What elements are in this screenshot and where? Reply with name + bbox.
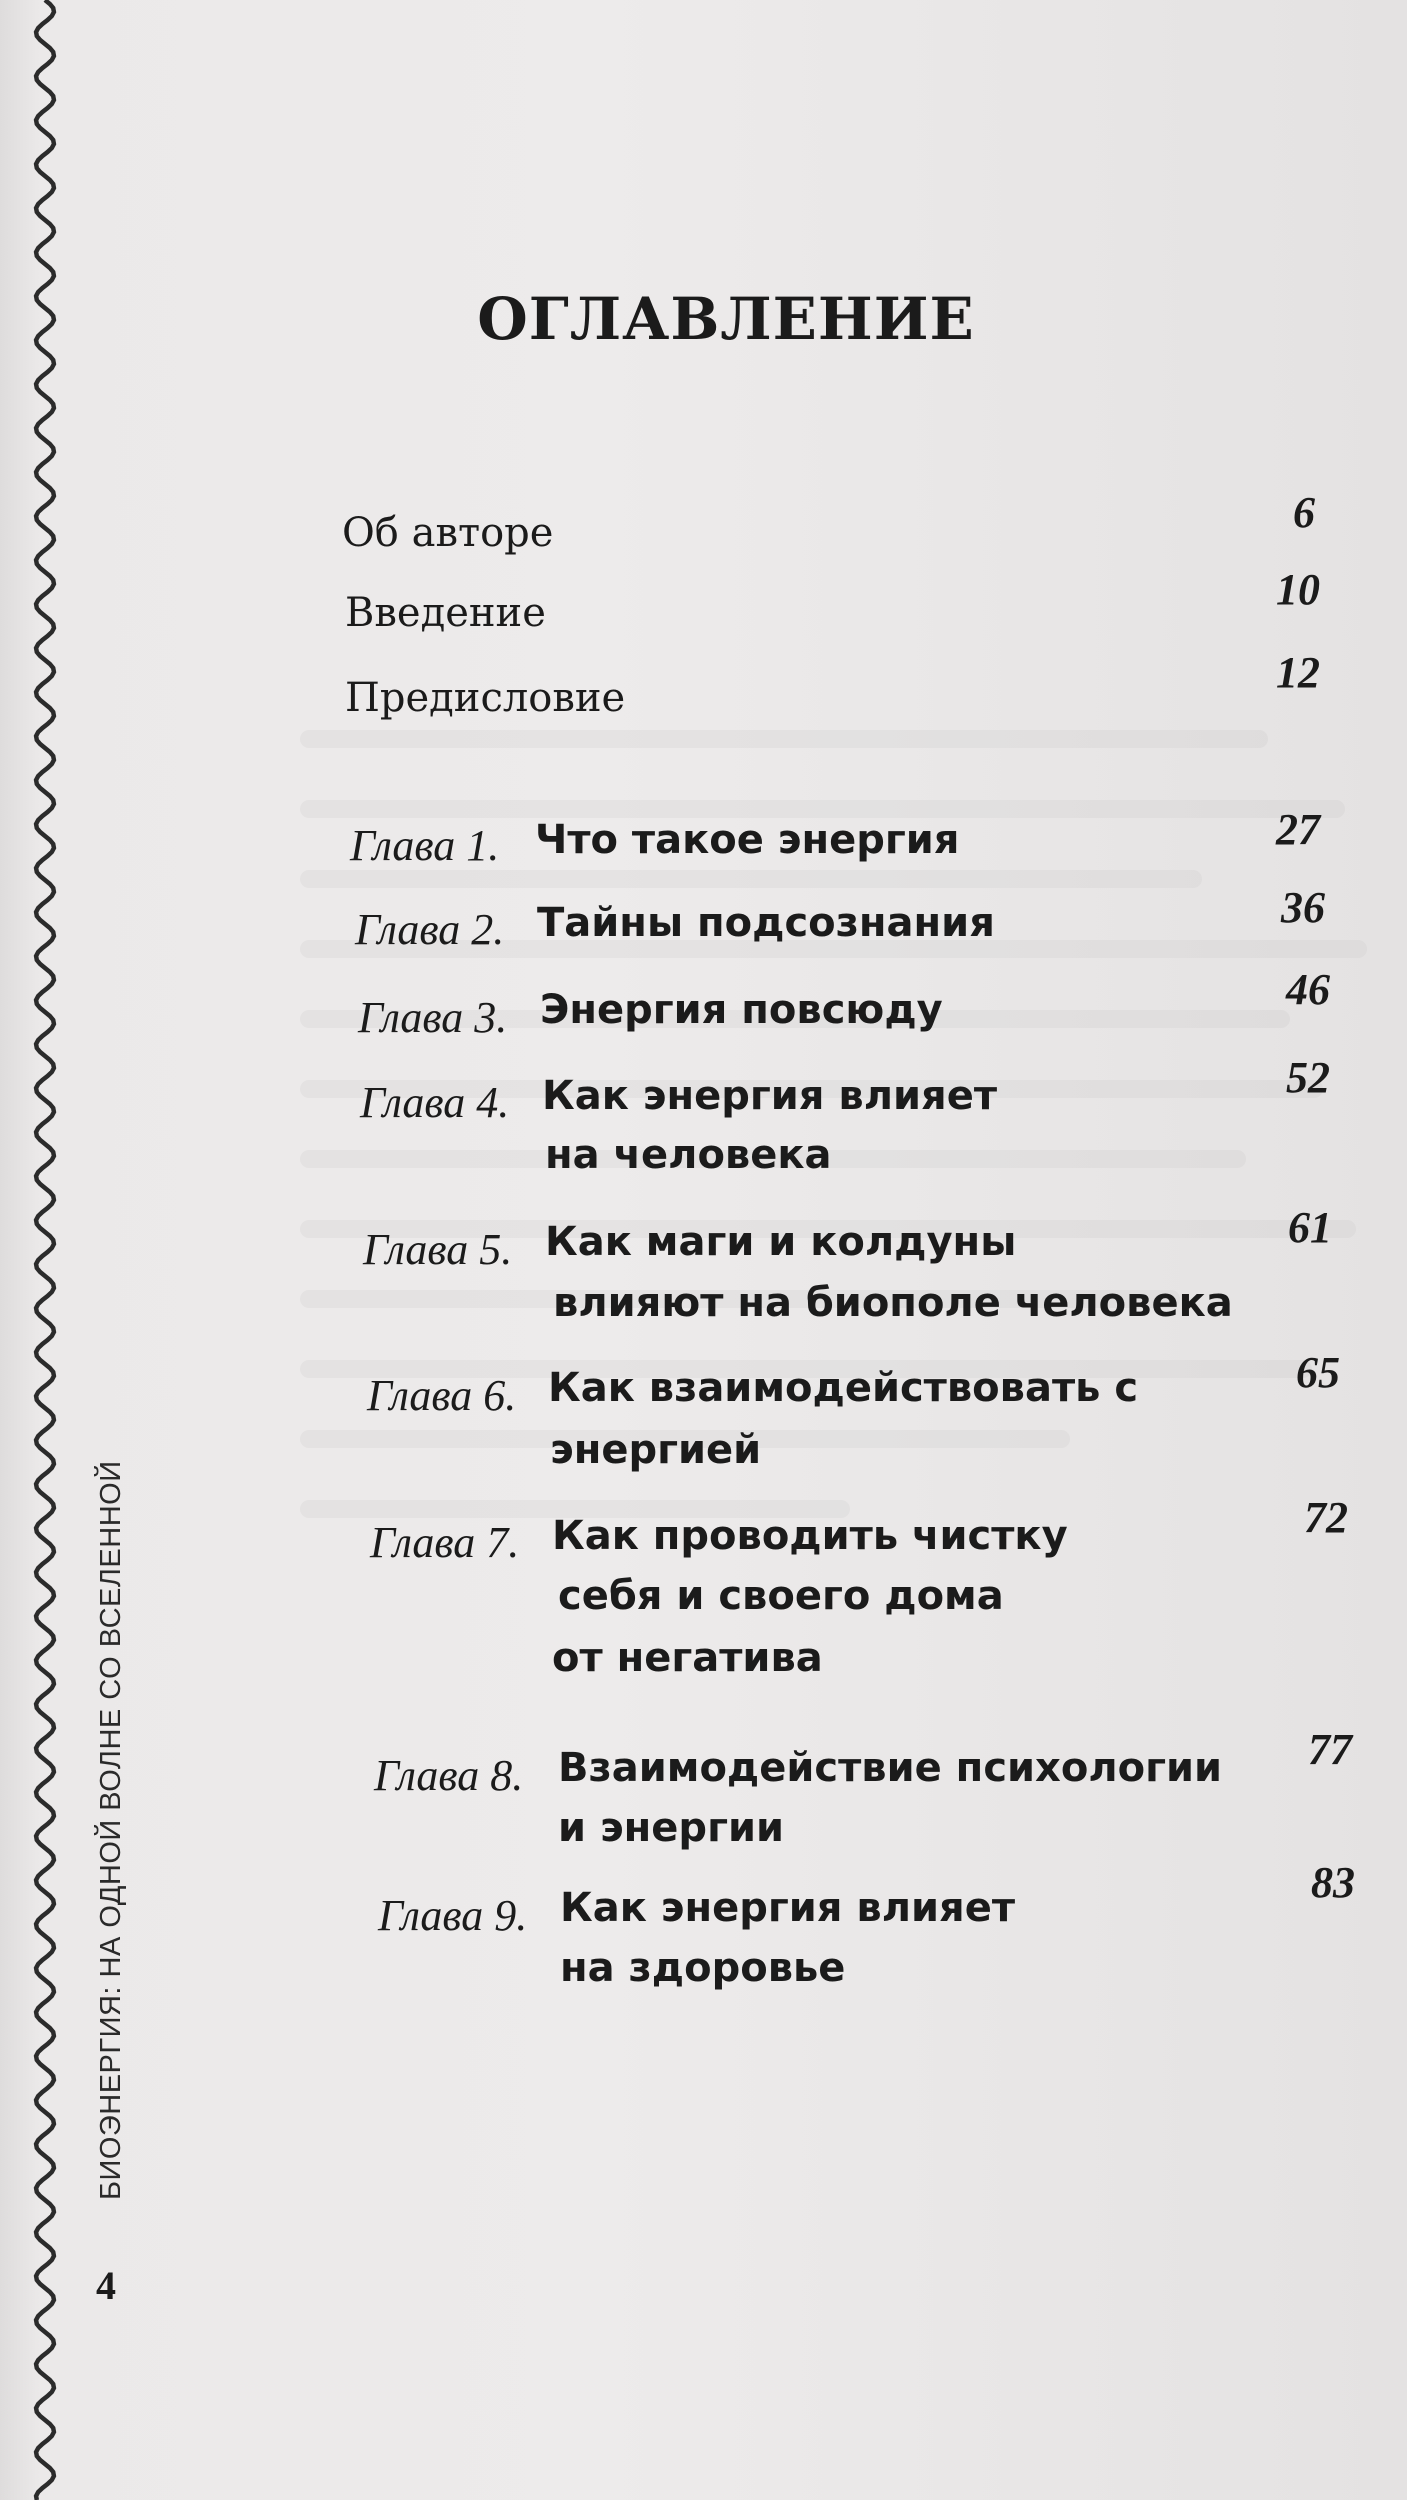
page-number: 4 [96, 2263, 116, 2308]
toc-chapter-2-title[interactable]: Тайны подсознания [537, 900, 995, 946]
toc-chapter-5-title-line-2[interactable]: влияют на биополе человека [553, 1280, 1233, 1326]
toc-chapter-9-title-line-2[interactable]: на здоровье [560, 1945, 846, 1991]
toc-chapter-5-page: 61 [1288, 1203, 1332, 1252]
toc-chapter-7-label: Глава 7. [370, 1518, 520, 1567]
toc-page-about-author: 6 [1293, 488, 1315, 537]
toc-chapter-9-page: 83 [1311, 1858, 1355, 1907]
toc-chapter-4-title-line-2[interactable]: на человека [545, 1132, 832, 1178]
toc-chapter-5-label: Глава 5. [363, 1225, 513, 1274]
toc-chapter-2-page: 36 [1281, 883, 1325, 932]
toc-chapter-9-title-line-1[interactable]: Как энергия влияет [560, 1885, 1016, 1931]
toc-chapter-3-title[interactable]: Энергия повсюду [540, 987, 943, 1033]
toc-chapter-3-page: 46 [1286, 965, 1330, 1014]
toc-chapter-2-label: Глава 2. [355, 905, 505, 954]
toc-chapter-4-title-line-1[interactable]: Как энергия влияет [542, 1073, 998, 1119]
toc-page-preface: 12 [1276, 648, 1320, 697]
toc-chapter-7-title-line-2[interactable]: себя и своего дома [558, 1573, 1004, 1619]
toc-chapter-7-page: 72 [1304, 1493, 1348, 1542]
toc-chapter-4-page: 52 [1286, 1053, 1330, 1102]
toc-chapter-3-label: Глава 3. [358, 993, 508, 1042]
toc-chapter-9-label: Глава 9. [378, 1891, 528, 1940]
running-title-vertical: БИОЭНЕРГИЯ: НА ОДНОЙ ВОЛНЕ СО ВСЕЛЕННОЙ [95, 1460, 127, 2200]
toc-chapter-6-label: Глава 6. [367, 1371, 517, 1420]
toc-entry-preface[interactable]: Предисловие [345, 675, 626, 721]
toc-chapter-4-label: Глава 4. [360, 1078, 510, 1127]
toc-page-introduction: 10 [1276, 565, 1320, 614]
toc-entry-introduction[interactable]: Введение [345, 590, 546, 636]
toc-title: ОГЛАВЛЕНИЕ [477, 285, 975, 353]
toc-chapter-6-page: 65 [1296, 1348, 1340, 1397]
toc-chapter-5-title-line-1[interactable]: Как маги и колдуны [545, 1219, 1017, 1265]
toc-entry-about-author[interactable]: Об авторе [342, 510, 554, 556]
toc-chapter-8-title-line-2[interactable]: и энергии [558, 1805, 785, 1851]
toc-chapter-8-page: 77 [1308, 1725, 1352, 1774]
toc-chapter-7-title-line-1[interactable]: Как проводить чистку [552, 1513, 1068, 1559]
toc-chapter-8-title-line-1[interactable]: Взаимодействие психологии [558, 1745, 1223, 1791]
toc-chapter-6-title-line-2[interactable]: энергией [550, 1427, 762, 1473]
toc-chapter-7-title-line-3[interactable]: от негатива [552, 1635, 823, 1681]
toc-chapter-8-label: Глава 8. [374, 1751, 524, 1800]
toc-chapter-1-title[interactable]: Что такое энергия [535, 817, 960, 863]
toc-chapter-6-title-line-1[interactable]: Как взаимодействовать с [548, 1365, 1139, 1411]
wavy-page-edge [10, 0, 80, 2500]
toc-chapter-1-page: 27 [1276, 805, 1320, 854]
toc-chapter-1-label: Глава 1. [350, 821, 500, 870]
